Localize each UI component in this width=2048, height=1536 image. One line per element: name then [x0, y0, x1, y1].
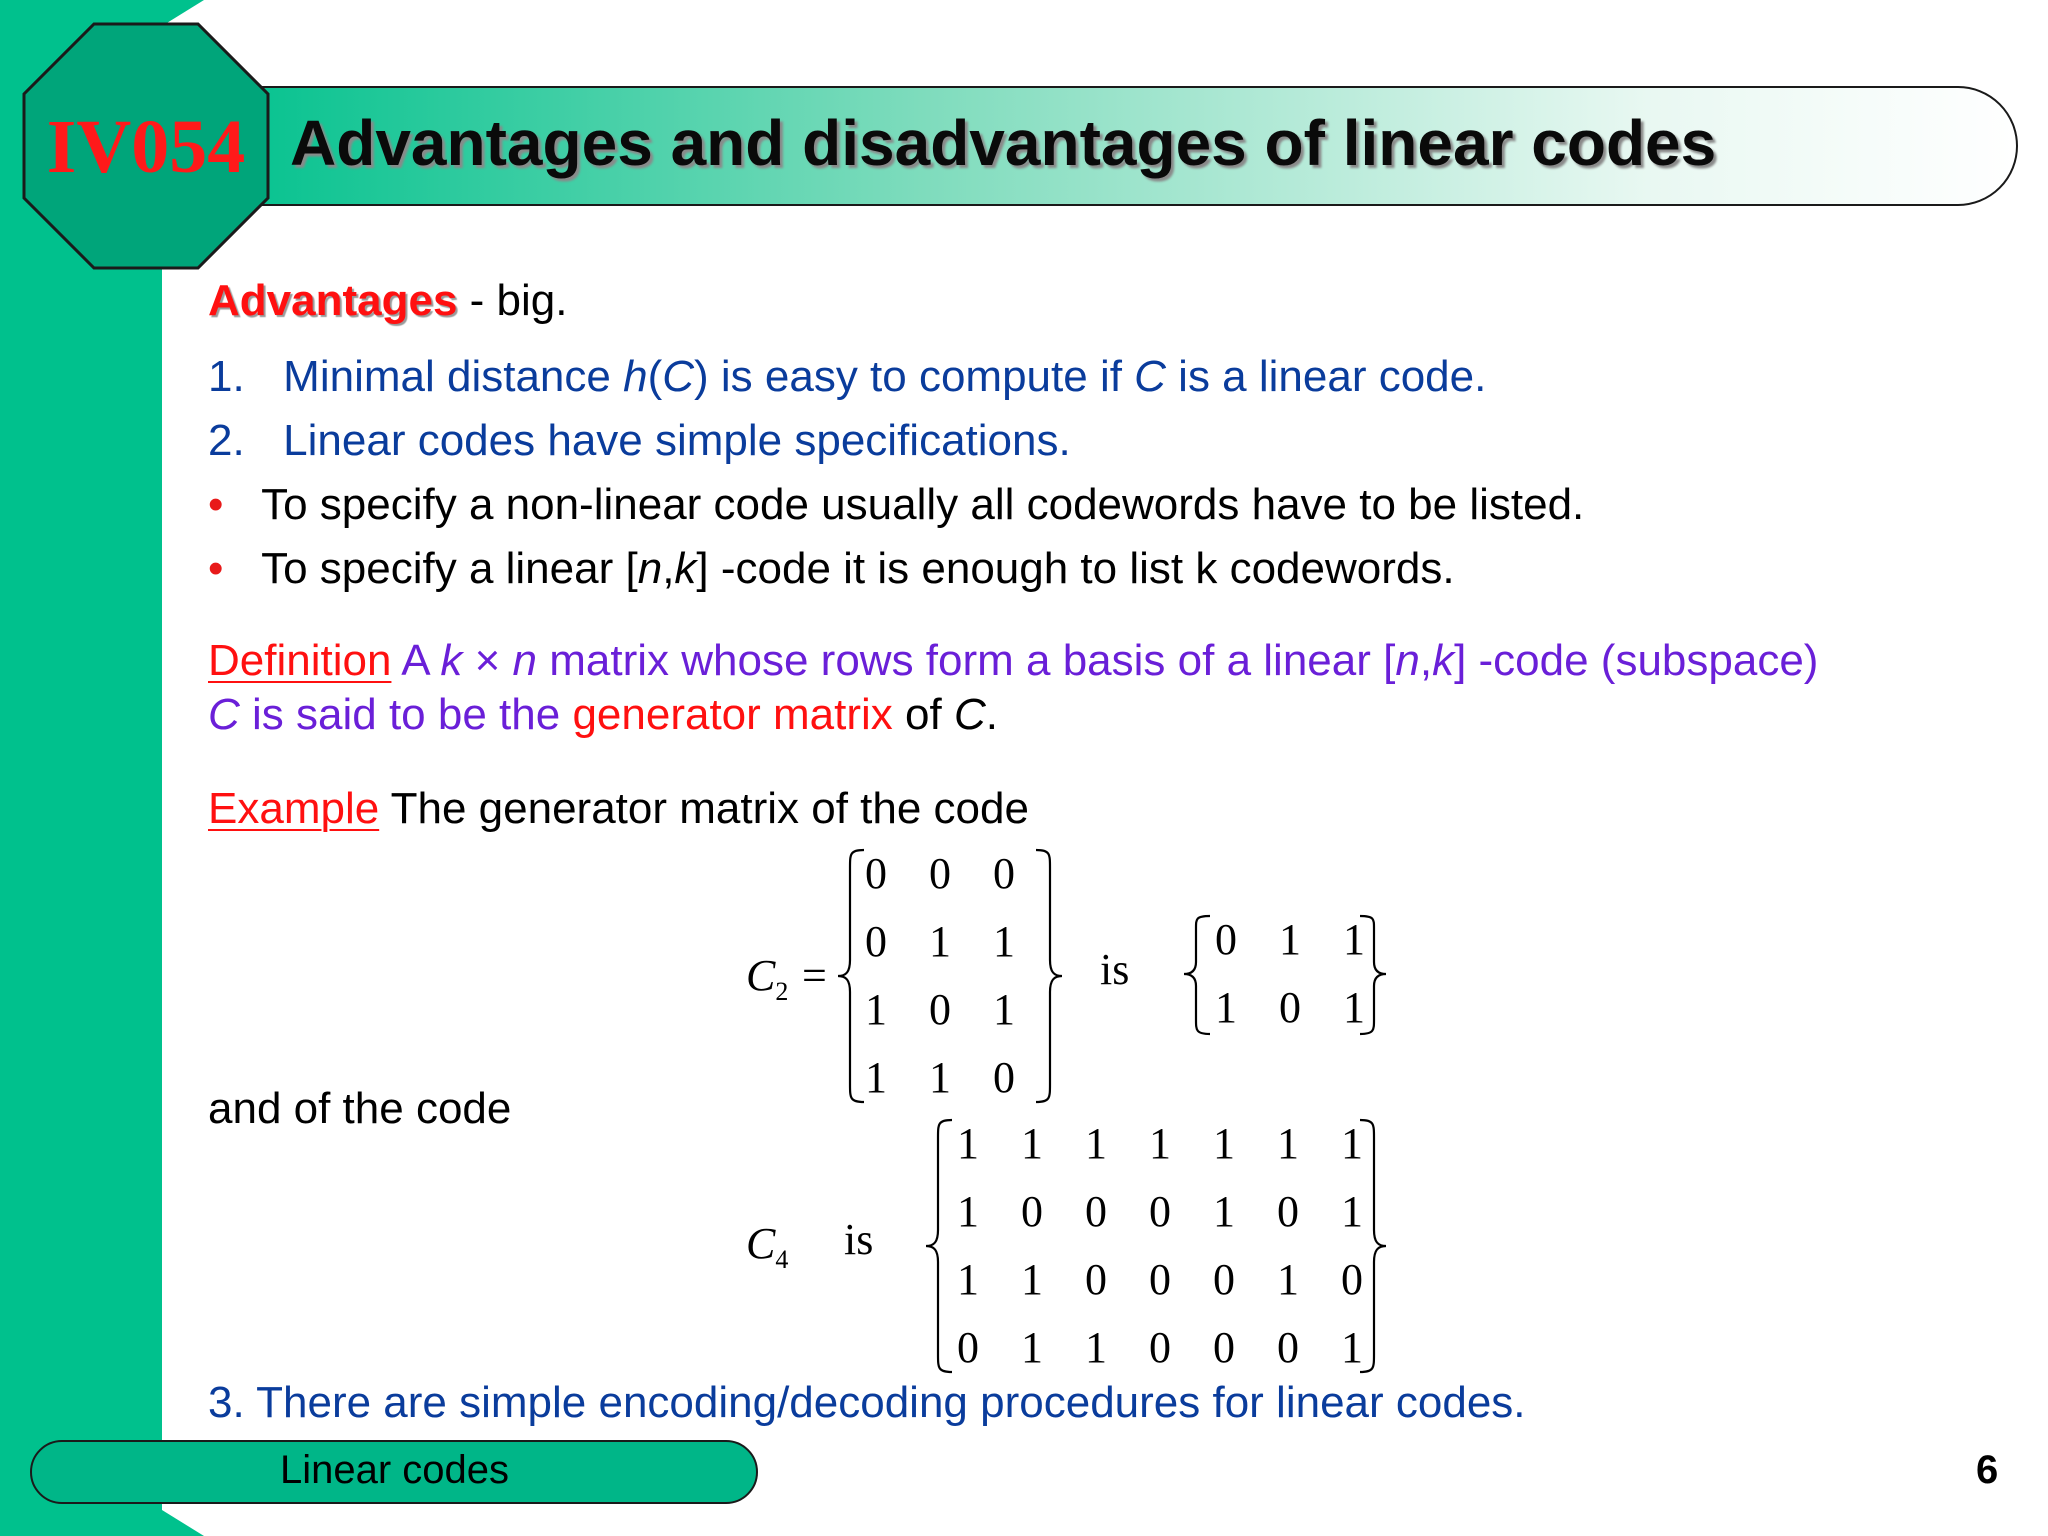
bullet-marker: •: [208, 544, 224, 593]
c4-generator-matrix-cell: 0: [957, 1323, 979, 1372]
definition-text-d: is said to be the: [239, 690, 573, 739]
definition-label: Definition: [208, 636, 392, 685]
c4-generator-matrix-cell: 0: [1213, 1323, 1235, 1372]
c4-generator-matrix-cell: 1: [1277, 1119, 1299, 1168]
c4-generator-matrix-cell: 1: [1213, 1119, 1235, 1168]
definition-text-b: matrix whose rows form a basis of a linear [: [537, 636, 1396, 685]
c2-generator-matrix-cell: 1: [1343, 915, 1365, 964]
c2-code-matrix-cell: 0: [993, 849, 1015, 898]
c2-code-matrix-cell: 1: [929, 917, 951, 966]
c2-code-matrix-cell: 1: [993, 985, 1015, 1034]
footer-label: Linear codes: [280, 1448, 510, 1492]
c2-gen-right-brace: [1358, 914, 1388, 1036]
c2-generator-matrix-cell: 1: [1343, 983, 1365, 1032]
item-1-number: 1.: [208, 352, 245, 401]
c2-subscript: 2: [775, 976, 789, 1006]
definition-period: .: [985, 690, 998, 739]
c2-code-matrix-cell: 1: [993, 917, 1015, 966]
bullet-2-k: k: [674, 544, 697, 593]
c4-generator-matrix-cell: 1: [1213, 1187, 1235, 1236]
advantages-suffix: - big.: [457, 276, 568, 325]
c2-generator-matrix-cell: 0: [1215, 915, 1237, 964]
bullet-1-text: To specify a non-linear code usually all codewords have to be listed.: [261, 480, 1585, 529]
definition-text-e: of: [892, 690, 954, 739]
page-number: 6: [1976, 1448, 1999, 1492]
definition-n: n: [512, 636, 538, 685]
c4-generator-matrix-cell: 1: [1085, 1323, 1107, 1372]
slide-title: Advantages and disadvantages of linear codes: [290, 107, 1717, 179]
c2-code-matrix-cell: 0: [929, 985, 951, 1034]
c2-generator-matrix-cell: 1: [1279, 915, 1301, 964]
strip-fold-bottom: [162, 1510, 204, 1536]
c2-code-matrix-cell: 0: [865, 849, 887, 898]
c4-generator-matrix-cell: 1: [957, 1255, 979, 1304]
c4-right-brace: [1358, 1118, 1388, 1374]
c4-generator-matrix-cell: 1: [1021, 1119, 1043, 1168]
definition-term: generator matrix: [572, 690, 893, 739]
definition-times: ×: [462, 636, 513, 685]
c4-generator-matrix-cell: 0: [1149, 1323, 1171, 1372]
c2-code-matrix-cell: 1: [929, 1053, 951, 1102]
example-line: [208, 784, 1029, 834]
bullet-2-n: n: [637, 544, 663, 593]
item-1-c: C: [662, 352, 694, 401]
c4-generator-matrix-cell: 0: [1149, 1187, 1171, 1236]
list-item-3: 3. There are simple encoding/decoding procedures for linear codes.: [208, 1378, 1526, 1427]
item-2-text: Linear codes have simple specifications.: [283, 416, 1071, 465]
c4-is: is: [844, 1215, 874, 1264]
c4-generator-matrix-cell: 0: [1341, 1255, 1363, 1304]
item-1-paren: (: [647, 352, 663, 401]
c4-generator-matrix-cell: 1: [1341, 1187, 1363, 1236]
c4-generator-matrix-cell: 1: [1021, 1255, 1043, 1304]
definition-c2: C: [953, 690, 986, 739]
bullet-2-text-a: To specify a linear [: [261, 544, 638, 593]
c4-generator-matrix-cell: 1: [957, 1119, 979, 1168]
c4-generator-matrix-cell: 1: [1341, 1119, 1363, 1168]
c4-generator-matrix-cell: 1: [1277, 1255, 1299, 1304]
c2-generator-matrix-cell: 1: [1215, 983, 1237, 1032]
bullet-marker: •: [208, 480, 224, 529]
definition-n2: n: [1395, 636, 1420, 685]
c2-letter: C: [746, 951, 776, 1000]
c4-generator-matrix-cell: 0: [1085, 1255, 1107, 1304]
c4-generator-matrix-cell: 1: [1021, 1323, 1043, 1372]
item-1-text-c: is a linear code.: [1165, 352, 1487, 401]
example-label: Example: [208, 784, 380, 833]
definition-k: k: [440, 636, 463, 685]
c4-generator-matrix-cell: 1: [1085, 1119, 1107, 1168]
definition-text-a: A: [391, 636, 441, 685]
item-1-h: h: [623, 352, 648, 401]
c2-generator-matrix-cell: 0: [1279, 983, 1301, 1032]
course-logo-text: IV054: [46, 105, 246, 189]
definition-c: C: [208, 690, 240, 739]
bullet-2-comma: ,: [662, 544, 675, 593]
c2-code-matrix-cell: 0: [929, 849, 951, 898]
definition-k2: k: [1432, 636, 1455, 685]
list-item-2: [208, 416, 1071, 466]
definition-line-1: [208, 636, 1818, 686]
bullet-2-text-b: ] -code it is enough to list k codewords.: [696, 544, 1455, 593]
c2-is: is: [1100, 945, 1130, 994]
c2-equals: =: [802, 951, 827, 1000]
item-2-number: 2.: [208, 416, 245, 465]
list-item-1: [208, 352, 1486, 402]
definition-comma: ,: [1419, 636, 1433, 685]
c4-generator-matrix-cell: 1: [957, 1187, 979, 1236]
c4-generator-matrix-cell: 0: [1021, 1187, 1043, 1236]
item-1-c2: C: [1134, 352, 1166, 401]
c2-code-matrix-cell: 0: [865, 917, 887, 966]
c4-symbol: [746, 1218, 788, 1275]
bullet-item-2: [208, 544, 1455, 594]
c4-generator-matrix-cell: 0: [1085, 1187, 1107, 1236]
c4-generator-matrix-cell: 1: [1149, 1119, 1171, 1168]
c4-subscript: 4: [775, 1244, 789, 1274]
definition-text-c: ] -code (subspace): [1454, 636, 1819, 685]
item-1-text-a: Minimal distance: [283, 352, 624, 401]
c4-generator-matrix-cell: 0: [1149, 1255, 1171, 1304]
advantages-line: [208, 276, 567, 326]
bullet-item-1: [208, 480, 1584, 530]
c4-generator-matrix-cell: 0: [1213, 1255, 1235, 1304]
c2-code-matrix-cell: 1: [865, 985, 887, 1034]
c4-generator-matrix-cell: 0: [1277, 1323, 1299, 1372]
c2-right-brace: [1034, 848, 1064, 1104]
and-of-code-text: and of the code: [208, 1084, 512, 1133]
c2-code-matrix-cell: 0: [993, 1053, 1015, 1102]
c4-generator-matrix-cell: 1: [1341, 1323, 1363, 1372]
example-text: The generator matrix of the code: [379, 784, 1029, 833]
c2-symbol: [746, 950, 788, 1007]
definition-line-2: [208, 690, 998, 740]
item-1-text-b: ) is easy to compute if: [694, 352, 1135, 401]
c4-generator-matrix-cell: 0: [1277, 1187, 1299, 1236]
c4-letter: C: [746, 1219, 776, 1268]
c2-code-matrix-cell: 1: [865, 1053, 887, 1102]
advantages-heading: Advantages: [208, 276, 458, 325]
